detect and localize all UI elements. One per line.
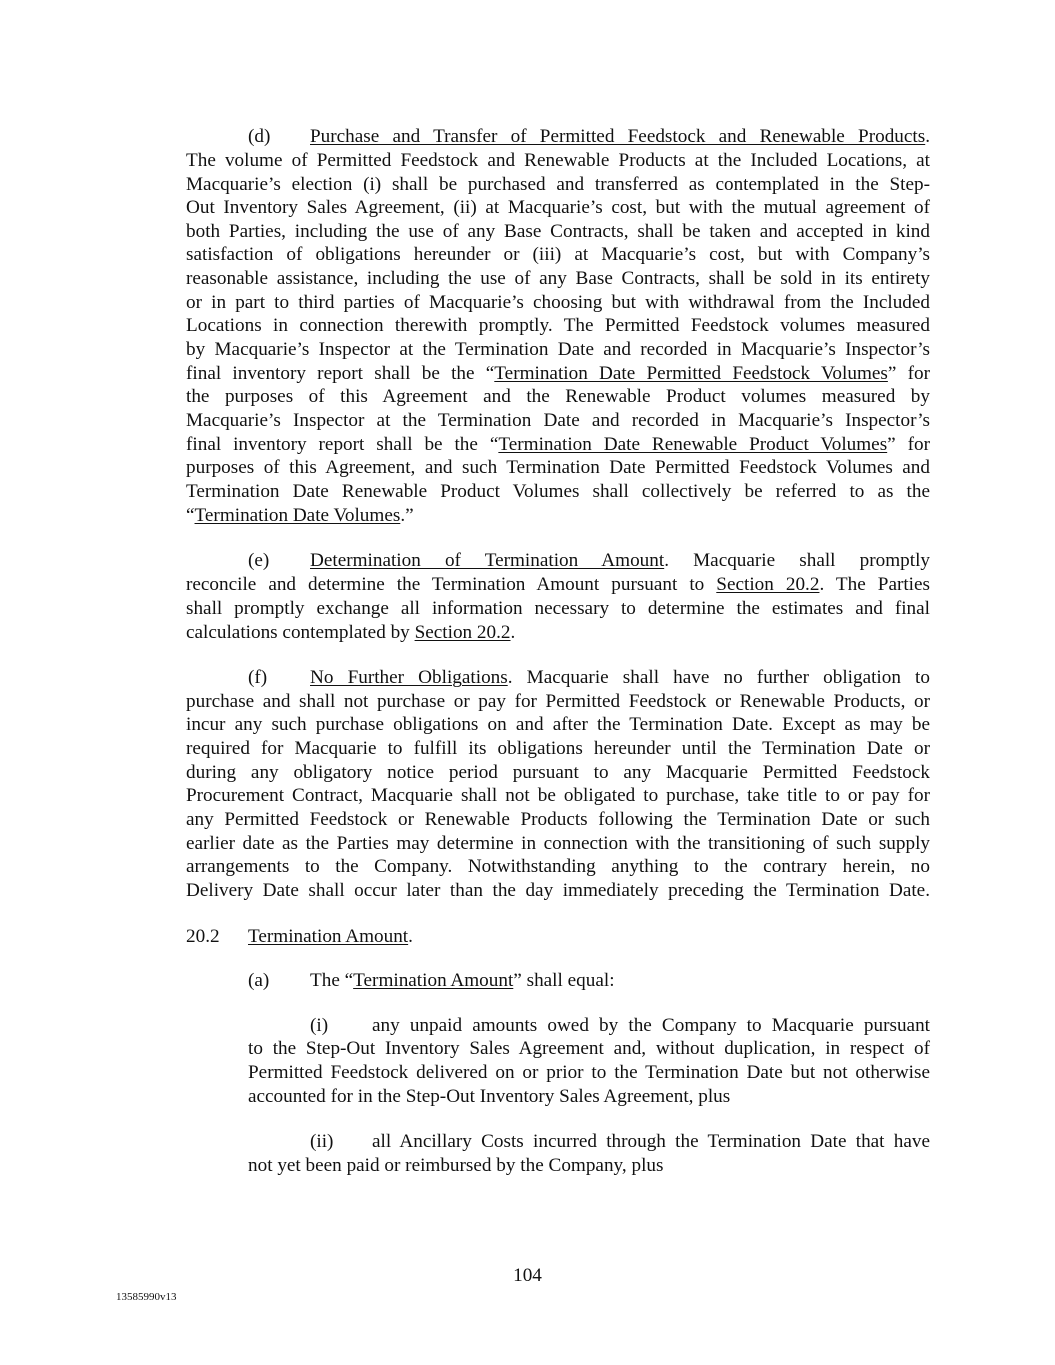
item-i-line: Permitted Feedstock delivered on or prior to the Termination Date but not otherwise	[248, 1062, 930, 1083]
text: any unpaid amounts owed by the Company to Macquarie pursuant	[372, 1015, 930, 1036]
para-a-line	[248, 969, 930, 993]
text: .”	[400, 505, 414, 526]
text: final inventory report shall be the “	[186, 434, 499, 455]
item-ii-first-line	[310, 1130, 930, 1154]
section-20-2-heading	[186, 925, 930, 949]
para-d-line: satisfaction of obligations hereunder or (iii) at Macquarie’s cost, but with Company’s	[186, 244, 930, 265]
text: reconcile and determine the Termination Amount pursuant to	[186, 574, 717, 595]
para-f-line: during any obligatory notice period pursuant to any Macquarie Permitted Feedstock	[186, 762, 930, 783]
para-d-line	[186, 433, 930, 457]
defined-term: Termination Amount	[353, 970, 514, 991]
para-d-line	[186, 362, 930, 386]
para-d-line: Macquarie’s election (i) shall be purchased and transferred as contemplated in the Step-	[186, 174, 930, 195]
section-reference-link[interactable]: Section 20.2	[414, 622, 511, 643]
text: all Ancillary Costs incurred through the Termination Date that have	[372, 1131, 930, 1152]
item-i-line: accounted for in the Step-Out Inventory Sales Agreement, plus	[248, 1086, 731, 1107]
para-f-heading: No Further Obligations	[310, 667, 508, 688]
section-reference-link[interactable]: Section 20.2	[716, 574, 820, 595]
para-f-line: Procurement Contract, Macquarie shall not be obligated to purchase, take title to or pay for	[186, 785, 930, 806]
text: .	[408, 926, 413, 947]
para-f-line: arrangements to the Company. Notwithstanding anything to the contrary herein, no	[186, 856, 930, 877]
text: .	[510, 622, 516, 643]
para-e-line	[186, 621, 930, 645]
para-d-line: Out Inventory Sales Agreement, (ii) at Macquarie’s cost, but with the mutual agreement of	[186, 197, 930, 218]
para-d-line: Locations in connection therewith promptly. The Permitted Feedstock volumes measured	[186, 315, 930, 336]
para-e-marker: (e)	[248, 550, 270, 571]
para-d-heading: Purchase and Transfer of Permitted Feedstock and Renewable Products	[310, 126, 926, 147]
para-d-line: Macquarie’s Inspector at the Termination Date and recorded in Macquarie’s Inspector’s	[186, 410, 930, 431]
defined-term: Termination Date Permitted Feedstock Volumes	[494, 363, 888, 384]
para-f-line: Delivery Date shall occur later than the day immediately preceding the Termination Date.	[186, 880, 930, 901]
para-d-line: reasonable assistance, including the use of any Base Contracts, shall be sold in its entirety	[186, 268, 930, 289]
para-a-marker: (a)	[248, 970, 270, 991]
para-f-line: any Permitted Feedstock or Renewable Products following the Termination Date or such	[186, 809, 930, 830]
para-e-line: shall promptly exchange all information necessary to determine the estimates and final	[186, 598, 930, 619]
section-title: Termination Amount	[248, 926, 409, 947]
para-d-line: the purposes of this Agreement and the Renewable Product volumes measured by	[186, 386, 930, 407]
para-e-line	[186, 573, 930, 597]
para-f-line: required for Macquarie to fulfill its obligations hereunder until the Termination Date or	[186, 738, 930, 759]
text: calculations contemplated by	[186, 622, 415, 643]
text: ” shall equal:	[513, 970, 615, 991]
defined-term: Termination Date Renewable Product Volumes	[498, 434, 888, 455]
para-d-line: or in part to third parties of Macquarie’s choosing but with withdrawal from the Included	[186, 292, 930, 313]
item-i-first-line	[310, 1014, 930, 1038]
para-d-line: Termination Date Renewable Product Volumes shall collectively be referred to as the	[186, 481, 930, 502]
text: “	[186, 505, 195, 526]
para-e-heading: Determination of Termination Amount	[310, 550, 665, 571]
para-f-line: purchase and shall not purchase or pay for Permitted Feedstock or Renewable Products, or	[186, 691, 930, 712]
item-ii-line: not yet been paid or reimbursed by the Company, plus	[248, 1155, 664, 1176]
section-number: 20.2	[186, 926, 220, 947]
para-d-line	[186, 504, 930, 528]
para-d-line: by Macquarie’s Inspector at the Termination Date and recorded in Macquarie’s Inspector’s	[186, 339, 930, 360]
text: ” for	[887, 363, 931, 384]
para-f-heading-line	[248, 666, 930, 690]
text: final inventory report shall be the “	[186, 363, 495, 384]
para-f-line: incur any such purchase obligations on and after the Termination Date. Except as may be	[186, 714, 930, 735]
text: . Macquarie shall have no further obligation to	[507, 667, 930, 688]
para-f-line: earlier date as the Parties may determine in connection with the transitioning of such supply	[186, 833, 930, 854]
item-i-marker: (i)	[310, 1015, 329, 1036]
item-ii-marker: (ii)	[310, 1131, 334, 1152]
text: . Macquarie shall promptly	[664, 550, 930, 571]
para-e-heading-line	[248, 549, 930, 573]
text: The “	[310, 970, 354, 991]
item-i-line: to the Step-Out Inventory Sales Agreement and, without duplication, in respect of	[248, 1038, 930, 1059]
document-id: 13585990v13	[116, 1291, 177, 1303]
para-f-marker: (f)	[248, 667, 268, 688]
page-number: 104	[513, 1265, 542, 1286]
para-d-heading-line: (d) Purchase and Transfer of Permitted Feedstock and Renewable Products.	[248, 126, 930, 147]
para-d-line: purposes of this Agreement, and such Termination Date Permitted Feedstock Volumes and	[186, 457, 930, 478]
text: ” for	[887, 434, 930, 455]
para-d-line: both Parties, including the use of any Base Contracts, shall be taken and accepted in kind	[186, 221, 930, 242]
defined-term: Termination Date Volumes	[194, 505, 401, 526]
para-d-line: The volume of Permitted Feedstock and Renewable Products at the Included Locations, at	[186, 150, 930, 171]
text: . The Parties	[819, 574, 930, 595]
para-d-marker: (d)	[248, 126, 271, 147]
